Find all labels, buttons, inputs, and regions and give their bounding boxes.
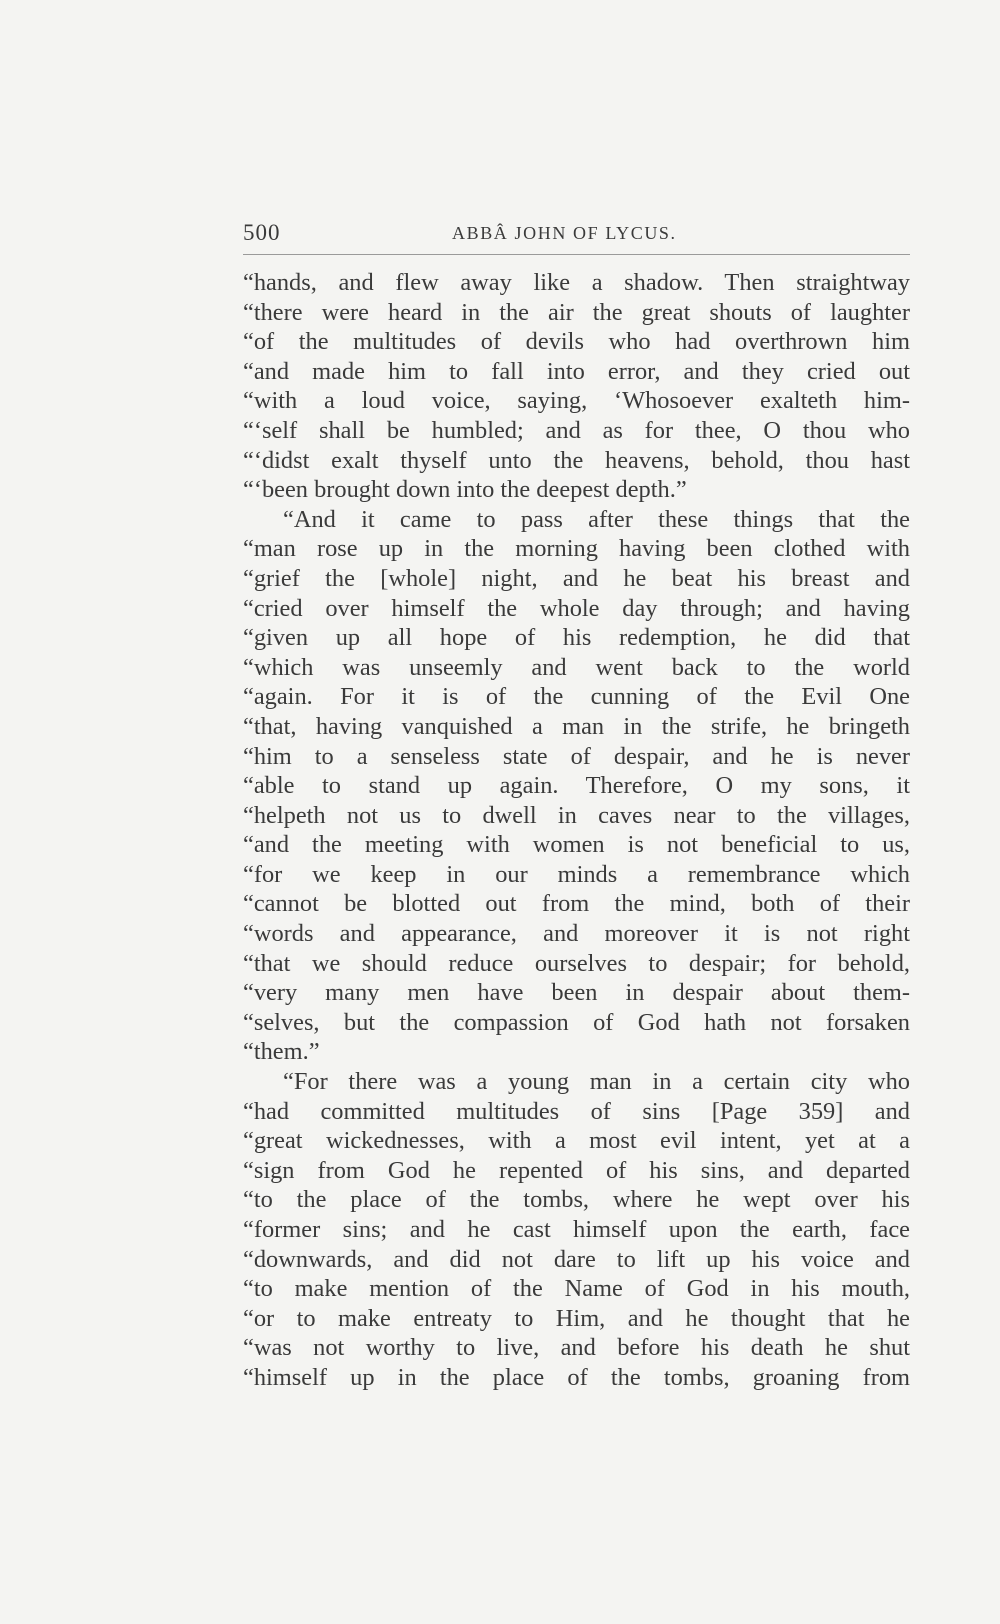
text-line: “to make mention of the Name of God in his mouth, (243, 1275, 910, 1303)
text-line: “and the meeting with women is not beneficial to us, (243, 831, 910, 859)
text-line: “them.” (243, 1038, 320, 1066)
text-line: “for we keep in our minds a remembrance which (243, 860, 910, 888)
text-line: “there were heard in the air the great shouts of laughter (243, 298, 910, 326)
text-line: “that we should reduce ourselves to despair; for behold, (243, 949, 910, 977)
text-line: “For there was a young man in a certain city who (283, 1068, 910, 1096)
text-line: “given up all hope of his redemption, he did that (243, 624, 910, 652)
text-line: “helpeth not us to dwell in caves near to the villages, (243, 801, 910, 829)
header-rule (243, 254, 910, 255)
text-line: “able to stand up again. Therefore, O my sons, it (243, 772, 910, 800)
text-line: “downwards, and did not dare to lift up his voice and (243, 1245, 910, 1273)
text-line: “man rose up in the morning having been clothed with (243, 535, 910, 563)
text-line: “or to make entreaty to Him, and he thought that he (243, 1304, 910, 1332)
body-text (243, 268, 910, 1393)
text-line: “again. For it is of the cunning of the Evil One (243, 683, 910, 711)
text-line: “of the multitudes of devils who had overthrown him (243, 328, 910, 356)
text-line: “‘self shall be humbled; and as for thee, O thou who (243, 416, 910, 444)
text-line: “to the place of the tombs, where he wept over his (243, 1186, 910, 1214)
text-line: “grief the [whole] night, and he beat his breast and (243, 564, 910, 592)
text-line: “words and appearance, and moreover it is not right (243, 920, 910, 948)
text-line: “‘didst exalt thyself unto the heavens, behold, thou hast (243, 446, 910, 474)
text-line: “very many men have been in despair about them- (243, 979, 910, 1007)
text-line: “sign from God he repented of his sins, and departed (243, 1156, 910, 1184)
text-line: “him to a senseless state of despair, and he is never (243, 742, 910, 770)
text-line: “And it came to pass after these things that the (283, 505, 910, 533)
running-head: ABBÂ JOHN OF LYCUS. (452, 223, 677, 243)
text-line: “cried over himself the whole day through; and having (243, 594, 910, 622)
text-line: “‘been brought down into the deepest depth.” (243, 476, 687, 504)
text-line: “himself up in the place of the tombs, groaning from (243, 1363, 910, 1391)
text-line: “and made him to fall into error, and they cried out (243, 357, 910, 385)
text-line: “with a loud voice, saying, ‘Whosoever exalteth him- (243, 387, 910, 415)
text-line: “that, having vanquished a man in the strife, he bringeth (243, 712, 910, 740)
page-number: 500 (243, 220, 281, 245)
text-line: “selves, but the compassion of God hath not forsaken (243, 1008, 910, 1036)
text-line: “was not worthy to live, and before his death he shut (243, 1334, 910, 1362)
text-line: “which was unseemly and went back to the world (243, 653, 910, 681)
text-line: “former sins; and he cast himself upon the earth, face (243, 1216, 910, 1243)
text-line: “cannot be blotted out from the mind, both of their (243, 890, 910, 918)
text-line: “hands, and flew away like a shadow. Then straightway (243, 269, 910, 296)
text-line: “had committed multitudes of sins [Page 359] and (243, 1097, 910, 1125)
text-line: “great wickednesses, with a most evil intent, yet at a (243, 1127, 910, 1155)
